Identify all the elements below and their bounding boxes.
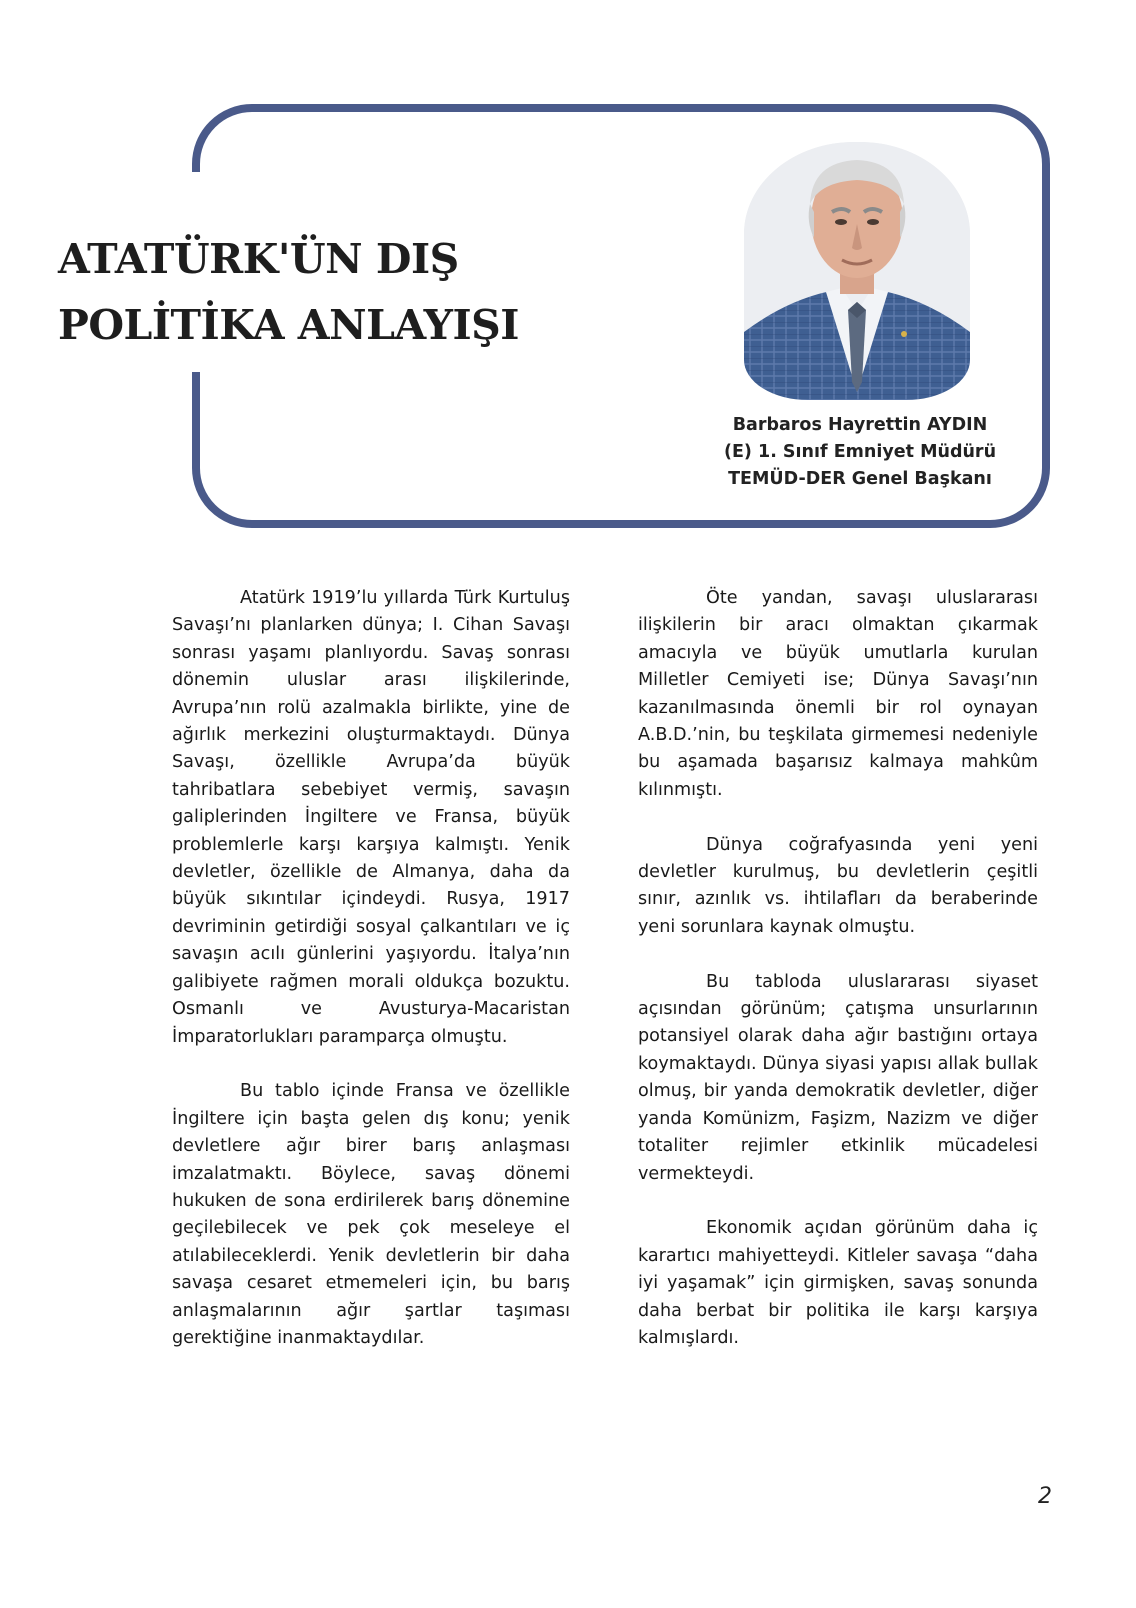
paragraph: Bu tabloda uluslararası siyaset açısından görünüm; çatışma unsurlarının potansiyel olarak daha ağır bastığını ortaya koymaktaydı. Dünya siyasi yapısı allak bullak olmuş, bir yanda demokratik devletler, diğer yanda Komünizm, Faşizm, Nazizm ve diğer totaliter rejimler etkinlik mücadelesi vermekteydi. [638, 971, 1038, 1184]
article-title: ATATÜRK'ÜN DIŞ POLİTİKA ANLAYIŞI [58, 235, 519, 349]
left-column [172, 585, 570, 1352]
paragraph: Dünya coğrafyasında yeni yeni devletler kurulmuş, bu devletlerin çeşitli sınır, azınlık vs. ihtilafları da beraberinde yeni sorunlara kaynak olmuştu. [638, 834, 1038, 937]
author-photo [744, 142, 970, 400]
page-number: 2 [1038, 1484, 1052, 1509]
paragraph: Atatürk 1919’lu yıllarda Türk Kurtuluş Savaşı’nı planlarken dünya; I. Cihan Savaşı sonrası yaşamı planlıyordu. Savaş sonrası dönemin uluslar arası ilişkilerinde, Avrupa’nın rolü azalmakla birlikte, yine de ağırlık merkezini oluşturmaktaydı. Dünya Savaşı, özellikle Avrupa’da büyük tahribatlara sebebiyet vermiş, savaşın galiplerinden İngiltere ve Fransa, büyük problemlerle karşı karşıya kalmıştı. Yenik devletler, özellikle de Almanya, daha da büyük sıkıntılar içindeydi. Rusya, 1917 devriminin getirdiği sosyal çalkantıları ve iç savaşın acılı günlerini yaşıyordu. İtalya’nın galibiyete rağmen morali oldukça bozuktu. Osmanlı ve Avusturya-Macaristan İmparatorlukları paramparça olmuştu. [172, 588, 570, 1047]
paragraph: Ekonomik açıdan görünüm daha iç karartıcı mahiyetteydi. Kitleler savaşa “daha iyi yaşamak” için girmişken, savaş sonunda daha berbat bir politika ile karşı karşıya kalmışlardı. [638, 1218, 1038, 1348]
author-position: TEMÜD-DER Genel Başkanı [728, 469, 992, 489]
author-block [690, 412, 1030, 493]
paragraph: Bu tablo içinde Fransa ve özellikle İngiltere için başta gelen dış konu; yenik devletlere ağır birer barış anlaşması imzalatmaktı. Böylece, savaş dönemi hukuken de sona erdirilerek barış dönemine geçilebilecek ve pek çok meseleye el atılabileceklerdi. Yenik devletlerin bir daha savaşa cesaret etmemeleri için, bu barış anlaşmalarının ağır şartlar taşıması gerektiğine inanmaktaydılar. [172, 1081, 570, 1348]
author-rank: (E) 1. Sınıf Emniyet Müdürü [723, 442, 997, 462]
paragraph: Öte yandan, savaşı uluslararası ilişkilerin bir aracı olmaktan çıkarmak amacıyla ve büyük umutlarla kurulan Milletler Cemiyeti ise; Dünya Savaşı’nın kazanılmasında önemli bir rol oynayan A.B.D.’nin, bu teşkilata girmemesi nedeniyle bu aşamada başarısız kalmaya mahkûm kılınmıştı. [638, 588, 1038, 800]
right-column [638, 585, 1038, 1352]
author-portrait-icon [744, 142, 970, 400]
author-name: Barbaros Hayrettin AYDIN [732, 415, 988, 435]
